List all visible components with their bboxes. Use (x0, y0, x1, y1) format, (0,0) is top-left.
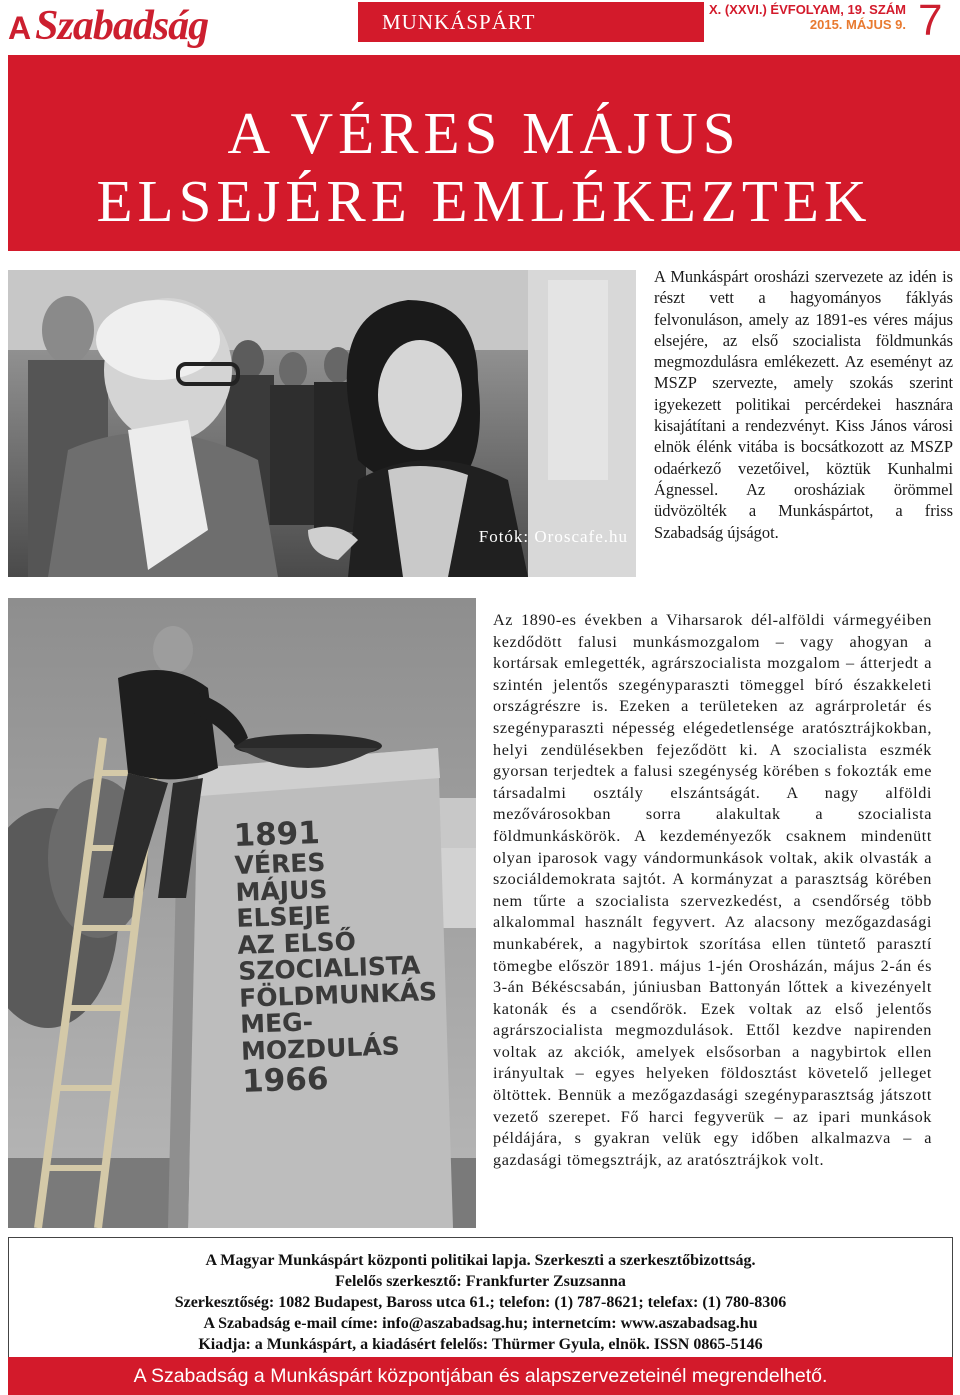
imprint-line-3: Szerkesztőség: 1082 Budapest, Baross utca 61.; telefon: (1) 787-8621; telefax: (1) 780-8306 (174, 1294, 787, 1311)
inscription-line-2: MÁJUS (235, 874, 328, 907)
issue-volume: X. (XXVI.) ÉVFOLYAM, 19. SZÁM (709, 2, 906, 17)
photo-credit: Fotók: Oroscafe.hu (478, 527, 628, 546)
inscription-line-8: MOZDULÁS (240, 1030, 401, 1066)
section-label: MUNKÁSPÁRT (382, 10, 536, 34)
imprint-line-2: Felelős szerkesztő: Frankfurter Zsuzsanna (335, 1273, 626, 1290)
top-photo (8, 270, 636, 577)
imprint-line-5: Kiadja: a Munkáspárt, a kiadásért felelős: Thürmer Gyula, elnök. ISSN 0865-5146 (198, 1336, 763, 1353)
section-bar (358, 2, 704, 42)
subscription-bar (8, 1357, 953, 1395)
headline-line-2: ELSEJÉRE EMLÉKEZTEK (96, 168, 872, 234)
inscription-year-top: 1891 (232, 814, 321, 854)
inscription-year-bottom: 1966 (241, 1060, 330, 1100)
inscription-line-4: AZ ELSŐ (236, 926, 357, 960)
inscription-line-5: SZOCIALISTA (237, 950, 421, 986)
inscription-line-3: ELSEJE (235, 900, 332, 933)
subscription-text: A Szabadság a Munkáspárt központjában és alapszervezeteinél megrendelhető. (133, 1365, 828, 1387)
monument-inscription (233, 812, 453, 1099)
intro-paragraph: A Munkáspárt orosházi szervezete az idén is részt vett a hagyományos fáklyás felvonuláson, amely az 1891-es véres május elsejére, az első szocialista földmunkás megmozdulásra emlékezett. Az eseményt az MSZP szervezte, amely szokás szerint igyekezett politikai percérdekei hasznára kisajátítani a rendezvényt. Kiss János városi elnök élénk vitába is bocsátkozott az MSZP odaérkező vezetőivel, köztük Kunhalmi Ágnessel. Az orosháziak örömmel üdvözölték a Munkáspártot, a friss Szabadság újságot. (654, 267, 953, 542)
page-number: 7 (918, 0, 943, 45)
headline-line-1: A VÉRES MÁJUS (227, 100, 741, 166)
headline (8, 99, 960, 235)
newspaper-logo (8, 2, 208, 50)
body-paragraph: Az 1890-es években a Viharsarok dél-alföldi vármegyéiben kezdődött falusi munkásmozgalom – vagy ahogyan a kortársak emlegették, agrárszocialista mozgalom – átterjedt a szintén jelentős szegényparaszti tömeggel bíró északkeleti országrészre is. Ezeken a területeken az agrárproletár és szegényparaszti népesség elégedetlensége aratósztrájkokban, helyi zendülésekben fejeződött ki. A szocialista eszmék gyorsan terjedtek a falusi szegénység körében s fokozták eme társadalmi osztály elszántságát. A nagy alföldi mezővárosokban sorra alakultak a szocialista földmunkáskörök. A kezdeményezők csaknem mindenütt olyan iparosok vagy vándormunkások voltak, akik olvasták a szociáldemokrata sajtót. A kormányzat a parasztság körében nem tűrte a szocialista szervezkedést, a csendőrség több alkalommal használt fegyvert. Az alacsony mezőgazdasági munkabérek, a nagybirtok szorítása ellen tüntető parasztí tömegbe először 1891. május 1-jén Orosházán, május 2-án és 3-án Békéscsabán, júniusban Battonyán lőttek a kivezényelt katonák és a csendőrök. Ezek voltak az első jelentős agrárszocialista megmozdulások. Ettől kezdve napirenden voltak az akciók, amelyek elsősorban a nagybirtok ellen irányultak – egyes helyeken földosztást követelő jelleget öltöttek. Bennük a mezőgazdasági szegényparasztság játszott vezető szerepet. Fő harci fegyverük – az ipari munkások példájára, s gyakran velük egy időben alkalmazva – a gazdasági tömegsztrájk, az aratósztrájkok volt. (493, 611, 932, 1169)
issue-info (706, 2, 906, 32)
headline-band (8, 55, 960, 251)
inscription-line-1: VÉRES (234, 847, 326, 880)
imprint-line-4: A Szabadság e-mail címe: info@aszabadsag.hu; internetcím: www.aszabadsag.hu (203, 1315, 758, 1332)
imprint-line-1: A Magyar Munkáspárt központi politikai lapja. Szerkeszti a szerkesztőbizottság. (205, 1252, 756, 1269)
imprint-box (8, 1237, 953, 1359)
inscription-line-6: FÖLDMUNKÁS (238, 976, 438, 1013)
logo-letter: A (8, 10, 32, 46)
logo-wordmark: Szabadság (35, 3, 209, 49)
inscription-line-7: MEG- (239, 1007, 314, 1039)
masthead (0, 0, 960, 50)
issue-date: 2015. MÁJUS 9. (809, 17, 906, 32)
